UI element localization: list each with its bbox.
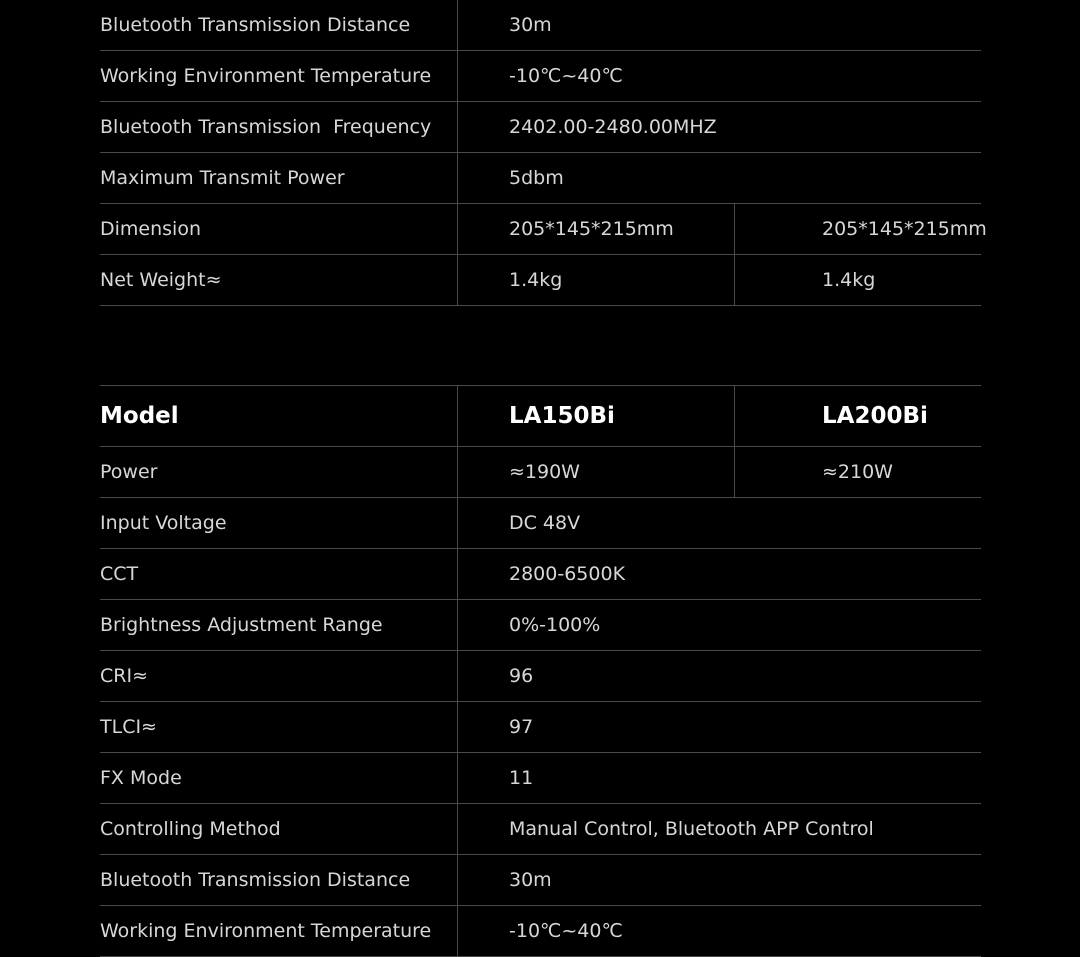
column-divider — [457, 498, 458, 548]
column-divider — [457, 51, 458, 101]
model-la200bi: LA200Bi — [822, 403, 928, 429]
spec-row — [100, 255, 981, 306]
spec-row — [100, 600, 981, 651]
spec-label: CCT — [100, 563, 139, 585]
spec-row — [100, 498, 981, 549]
spec-row — [100, 153, 981, 204]
spec-label: Controlling Method — [100, 818, 281, 840]
column-divider — [457, 600, 458, 650]
spec-value: -10℃~40℃ — [509, 920, 623, 942]
spec-row — [100, 702, 981, 753]
model-header-row — [100, 385, 981, 447]
spec-row — [100, 0, 981, 51]
spec-value: DC 48V — [509, 512, 581, 534]
spec-value-la200bi: 1.4kg — [822, 269, 876, 291]
spec-label: Maximum Transmit Power — [100, 167, 345, 189]
spec-row — [100, 804, 981, 855]
column-divider — [457, 702, 458, 752]
spec-table — [100, 385, 981, 957]
column-divider — [457, 549, 458, 599]
column-divider — [457, 804, 458, 854]
spec-value-la150bi: 205*145*215mm — [509, 218, 674, 240]
spec-value-la150bi: 1.4kg — [509, 269, 563, 291]
spec-value: 0%-100% — [509, 614, 601, 636]
spec-label: Power — [100, 461, 158, 483]
spec-row — [100, 651, 981, 702]
spec-label: TLCI≈ — [100, 716, 157, 738]
spec-value: -10℃~40℃ — [509, 65, 623, 87]
spec-value: 2800-6500K — [509, 563, 626, 585]
spec-row — [100, 855, 981, 906]
spec-value: 30m — [509, 869, 552, 891]
spec-label: Bluetooth Transmission Distance — [100, 14, 411, 36]
column-divider — [457, 102, 458, 152]
column-divider — [457, 906, 458, 956]
spec-row — [100, 753, 981, 804]
column-divider — [457, 447, 458, 497]
spec-label: CRI≈ — [100, 665, 148, 687]
spec-label: Net Weight≈ — [100, 269, 222, 291]
spec-value: 5dbm — [509, 167, 564, 189]
spec-label: FX Mode — [100, 767, 182, 789]
spec-value: 30m — [509, 14, 552, 36]
column-divider — [457, 204, 458, 254]
spec-label: Dimension — [100, 218, 201, 240]
model-heading: Model — [100, 403, 179, 429]
column-divider — [457, 753, 458, 803]
column-divider — [734, 447, 735, 497]
spec-label: Brightness Adjustment Range — [100, 614, 383, 636]
spec-value: 2402.00-2480.00MHZ — [509, 116, 717, 138]
spec-value: 11 — [509, 767, 534, 789]
spec-table-continued — [100, 0, 987, 306]
spec-row — [100, 204, 987, 255]
column-divider — [457, 0, 458, 50]
spec-row — [100, 51, 981, 102]
spec-label: Bluetooth Transmission Frequency — [100, 116, 432, 138]
column-divider — [457, 255, 458, 305]
column-divider — [457, 386, 458, 446]
spec-row — [100, 549, 981, 600]
column-divider — [734, 386, 735, 446]
spec-value-la200bi: ≈210W — [822, 461, 893, 483]
spec-row — [100, 447, 981, 498]
spec-label: Bluetooth Transmission Distance — [100, 869, 411, 891]
spec-value-la200bi: 205*145*215mm — [822, 218, 987, 240]
spec-label: Working Environment Temperature — [100, 65, 432, 87]
spec-label: Input Voltage — [100, 512, 227, 534]
spec-value: 96 — [509, 665, 534, 687]
model-la150bi: LA150Bi — [509, 403, 615, 429]
column-divider — [457, 153, 458, 203]
column-divider — [734, 204, 735, 254]
spec-value: Manual Control, Bluetooth APP Control — [509, 818, 874, 840]
column-divider — [734, 255, 735, 305]
column-divider — [457, 855, 458, 905]
spec-row — [100, 102, 981, 153]
spec-label: Working Environment Temperature — [100, 920, 432, 942]
column-divider — [457, 651, 458, 701]
spec-row — [100, 906, 981, 957]
spec-value-la150bi: ≈190W — [509, 461, 580, 483]
spec-value: 97 — [509, 716, 534, 738]
